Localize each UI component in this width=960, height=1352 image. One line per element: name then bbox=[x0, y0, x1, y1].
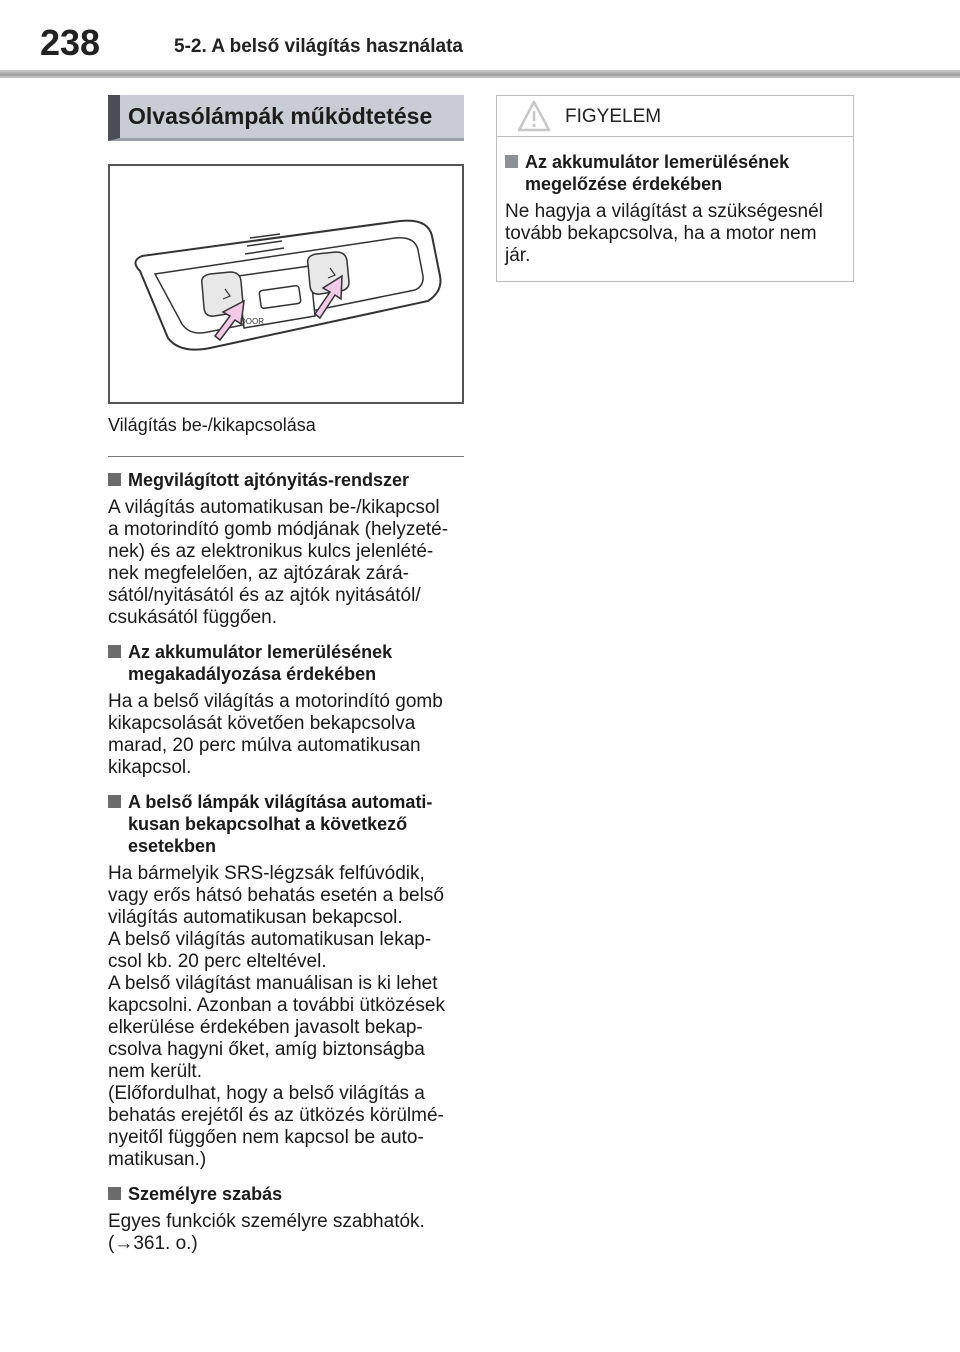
caption-divider bbox=[108, 456, 464, 457]
chapter-title: 5-2. A belső világítás használata bbox=[174, 36, 463, 57]
warning-heading: Az akkumulátor lemerülésének megelőzése érdekében bbox=[505, 151, 845, 195]
item-text: Egyes funkciók személyre szabhatók. (→361. o.) bbox=[108, 1211, 425, 1254]
header-rule bbox=[0, 70, 960, 78]
figure-caption: Világítás be-/kikapcsolása bbox=[108, 415, 316, 435]
warning-label: FIGYELEM bbox=[565, 106, 662, 127]
section-title: Olvasólámpák működtetése bbox=[108, 95, 464, 141]
warning-box bbox=[496, 95, 854, 282]
item-heading: A belső lámpák világítása automati- kusan bekapcsolhat a következő esetekben bbox=[108, 791, 464, 857]
left-column bbox=[108, 95, 464, 1255]
warning-body bbox=[497, 137, 853, 281]
reading-lamp-figure bbox=[108, 164, 464, 404]
item-heading: Személyre szabás bbox=[108, 1183, 464, 1205]
warning-header bbox=[497, 96, 853, 137]
item-heading: Megvilágított ajtónyitás-rendszer bbox=[108, 469, 464, 491]
item-text: Ha bármelyik SRS-légzsák felfúvódik, vagy erős hátsó behatás esetén a belső világítás automatikusan bekapcsol. A belső világítás automatikusan lekap- csol kb. 20 perc elteltével. A belső világítást manuálisan is ki lehet kapcsolni. Azonban a további ütközések elkerülése érdekében javasolt bekap- csolva hagyni őket, amíg biztonságba nem került. (Előfordulhat, hogy a belső világítás a behatás erejétől és az ütközés körülmé- nyeitől függően nem kapcsol be auto- matikusan.) bbox=[108, 863, 445, 1170]
bullet-square-icon bbox=[505, 155, 518, 168]
bullet-square-icon bbox=[108, 795, 121, 808]
warning-text: Ne hagyja a világítást a szükségesnél tovább bekapcsolva, ha a motor nem jár. bbox=[505, 201, 823, 266]
door-label: DOOR bbox=[240, 317, 264, 326]
page-number: 238 bbox=[40, 22, 101, 63]
warning-triangle-icon bbox=[517, 100, 551, 132]
item-text: Ha a belső világítás a motorindító gomb kikapcsolását követően bekapcsolva marad, 20 perc múlva automatikusan kikapcsol. bbox=[108, 691, 443, 778]
bullet-square-icon bbox=[108, 645, 121, 658]
item-text: A világítás automatikusan be-/kikapcsol a motorindító gomb módjának (helyzeté- nek) és az elektronikus kulcs jelenlété- nek megfelelően, az ajtózárak zárá- sától/nyitásától és az ajtók nyitásától/ csukásától függően. bbox=[108, 497, 449, 628]
bullet-square-icon bbox=[108, 473, 121, 486]
overhead-console-illustration bbox=[110, 166, 462, 402]
bullet-square-icon bbox=[108, 1187, 121, 1200]
item-heading: Az akkumulátor lemerülésének megakadályozása érdekében bbox=[108, 641, 464, 685]
